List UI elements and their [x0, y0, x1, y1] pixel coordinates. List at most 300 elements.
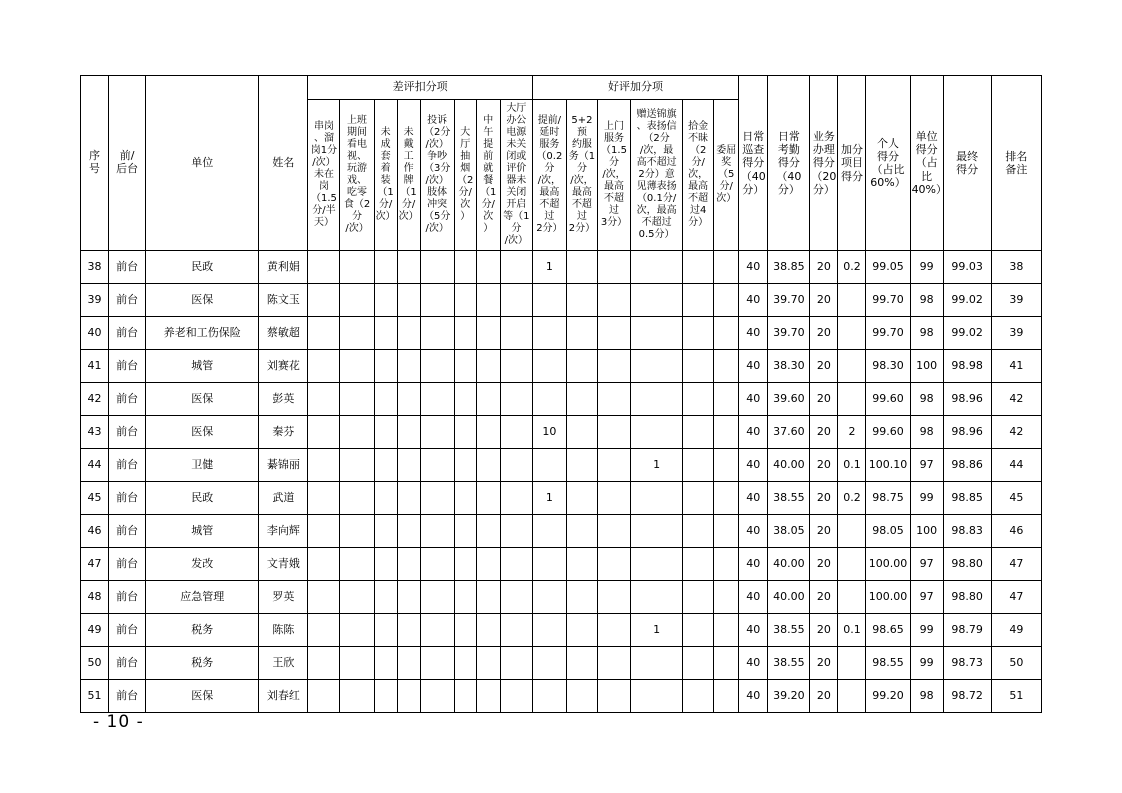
- header-final: 最终 得分: [943, 76, 991, 251]
- personal-score-cell: 98.65: [866, 614, 910, 647]
- business-cell: 20: [810, 449, 838, 482]
- personal-score-cell: 99.70: [866, 284, 910, 317]
- name-cell: 李向辉: [259, 515, 308, 548]
- deduct-cell: [454, 284, 476, 317]
- bonus-cell: [683, 449, 714, 482]
- bonus-cell: [631, 548, 683, 581]
- unit-score-cell: 98: [910, 416, 943, 449]
- bonus-cell: [566, 317, 597, 350]
- bonus-cell: [597, 548, 630, 581]
- table-row: [81, 482, 1042, 515]
- bonus-cell: [597, 647, 630, 680]
- bonus-cell: [683, 284, 714, 317]
- bonus-cell: [631, 383, 683, 416]
- front-back-cell: 前台: [109, 350, 146, 383]
- bonus-cell: [532, 350, 566, 383]
- bonus-cell: [532, 284, 566, 317]
- deduct-cell: [476, 680, 500, 713]
- deduct-cell: [454, 383, 476, 416]
- daily-attendance-cell: 40.00: [768, 548, 810, 581]
- bonus-cell: [631, 581, 683, 614]
- front-back-cell: 前台: [109, 548, 146, 581]
- deduct-cell: [340, 317, 374, 350]
- daily-attendance-cell: 39.60: [768, 383, 810, 416]
- deduct-cell: [500, 416, 532, 449]
- deduct-cell: [374, 647, 397, 680]
- daily-attendance-cell: 37.60: [768, 416, 810, 449]
- bonus-cell: [631, 680, 683, 713]
- final-score-cell: 98.85: [943, 482, 991, 515]
- unit-cell: 城管: [146, 515, 259, 548]
- deduct-cell: [500, 647, 532, 680]
- deduct-cell: [454, 317, 476, 350]
- deduct-cell: [476, 251, 500, 284]
- final-score-cell: 99.03: [943, 251, 991, 284]
- rank-cell: 49: [991, 614, 1041, 647]
- extra-cell: [838, 581, 866, 614]
- bonus-cell: [566, 284, 597, 317]
- header-bonus-item: 赠送锦旗 、表扬信 （2分 /次，最 高不超过 2分）意 见薄表扬 （0.1分/ 次，最高 不超过 0.5分）: [631, 100, 683, 251]
- deduct-cell: [420, 548, 454, 581]
- bonus-cell: [714, 647, 739, 680]
- daily-patrol-cell: 40: [739, 482, 768, 515]
- business-cell: 20: [810, 251, 838, 284]
- bonus-cell: [714, 680, 739, 713]
- header-deduct-item: 投诉 （2分 /次） 争吵 （3分 /次） 肢体 冲突 （5分 /次）: [420, 100, 454, 251]
- daily-attendance-cell: 38.05: [768, 515, 810, 548]
- personal-score-cell: 98.55: [866, 647, 910, 680]
- table-row: [81, 284, 1042, 317]
- deduct-cell: [340, 515, 374, 548]
- unit-score-cell: 98: [910, 383, 943, 416]
- bonus-cell: 1: [532, 482, 566, 515]
- final-score-cell: 98.79: [943, 614, 991, 647]
- unit-cell: 医保: [146, 416, 259, 449]
- extra-cell: [838, 515, 866, 548]
- final-score-cell: 99.02: [943, 284, 991, 317]
- bonus-cell: [714, 548, 739, 581]
- deduct-cell: [397, 383, 420, 416]
- deduct-cell: [500, 515, 532, 548]
- deduct-cell: [397, 284, 420, 317]
- bonus-cell: [532, 317, 566, 350]
- bonus-cell: [714, 383, 739, 416]
- bonus-cell: [597, 416, 630, 449]
- header-bonus-item: 上门 服务 （1.5 分 /次， 最高 不超 过 3分）: [597, 100, 630, 251]
- seq-cell: 44: [81, 449, 109, 482]
- header-deduct-group: 差评扣分项: [308, 76, 532, 100]
- header-daily-patrol: 日常 巡查 得分 （40 分）: [739, 76, 768, 251]
- seq-cell: 38: [81, 251, 109, 284]
- deduct-cell: [454, 416, 476, 449]
- deduct-cell: [500, 548, 532, 581]
- bonus-cell: [631, 416, 683, 449]
- rank-cell: 38: [991, 251, 1041, 284]
- daily-attendance-cell: 40.00: [768, 449, 810, 482]
- deduct-cell: [420, 350, 454, 383]
- deduct-cell: [397, 581, 420, 614]
- personal-score-cell: 100.00: [866, 581, 910, 614]
- daily-patrol-cell: 40: [739, 416, 768, 449]
- final-score-cell: 98.86: [943, 449, 991, 482]
- deduct-cell: [397, 416, 420, 449]
- name-cell: 刘春红: [259, 680, 308, 713]
- bonus-cell: [714, 581, 739, 614]
- bonus-cell: [566, 350, 597, 383]
- deduct-cell: [500, 449, 532, 482]
- name-cell: 蔡敏超: [259, 317, 308, 350]
- name-cell: 陈文玉: [259, 284, 308, 317]
- seq-cell: 47: [81, 548, 109, 581]
- deduct-cell: [340, 251, 374, 284]
- bonus-cell: 10: [532, 416, 566, 449]
- deduct-cell: [500, 251, 532, 284]
- deduct-cell: [420, 284, 454, 317]
- deduct-cell: [308, 449, 340, 482]
- header-seq: 序 号: [81, 76, 109, 251]
- extra-cell: 0.2: [838, 251, 866, 284]
- deduct-cell: [374, 284, 397, 317]
- deduct-cell: [476, 581, 500, 614]
- personal-score-cell: 99.60: [866, 383, 910, 416]
- unit-cell: 发改: [146, 548, 259, 581]
- deduct-cell: [476, 284, 500, 317]
- deduct-cell: [476, 614, 500, 647]
- header-rank: 排名 备注: [991, 76, 1041, 251]
- seq-cell: 51: [81, 680, 109, 713]
- extra-cell: 2: [838, 416, 866, 449]
- deduct-cell: [397, 647, 420, 680]
- deduct-cell: [454, 482, 476, 515]
- bonus-cell: [631, 284, 683, 317]
- extra-cell: [838, 284, 866, 317]
- daily-attendance-cell: 39.20: [768, 680, 810, 713]
- deduct-cell: [397, 317, 420, 350]
- bonus-cell: [597, 614, 630, 647]
- front-back-cell: 前台: [109, 251, 146, 284]
- deduct-cell: [308, 383, 340, 416]
- deduct-cell: [374, 515, 397, 548]
- header-front-back: 前/ 后台: [109, 76, 146, 251]
- unit-cell: 医保: [146, 680, 259, 713]
- deduct-cell: [374, 251, 397, 284]
- deduct-cell: [340, 581, 374, 614]
- unit-cell: 应急管理: [146, 581, 259, 614]
- deduct-cell: [374, 581, 397, 614]
- extra-cell: 0.1: [838, 449, 866, 482]
- bonus-cell: [566, 416, 597, 449]
- deduct-cell: [397, 350, 420, 383]
- personal-score-cell: 99.70: [866, 317, 910, 350]
- table-row: [81, 647, 1042, 680]
- bonus-cell: [683, 317, 714, 350]
- deduct-cell: [374, 449, 397, 482]
- bonus-cell: [597, 449, 630, 482]
- unit-score-cell: 98: [910, 680, 943, 713]
- name-cell: 王欣: [259, 647, 308, 680]
- unit-cell: 医保: [146, 284, 259, 317]
- table-row: [81, 515, 1042, 548]
- deduct-cell: [454, 251, 476, 284]
- daily-patrol-cell: 40: [739, 284, 768, 317]
- rank-cell: 47: [991, 548, 1041, 581]
- seq-cell: 50: [81, 647, 109, 680]
- daily-attendance-cell: 39.70: [768, 317, 810, 350]
- daily-patrol-cell: 40: [739, 614, 768, 647]
- deduct-cell: [454, 548, 476, 581]
- daily-patrol-cell: 40: [739, 383, 768, 416]
- personal-score-cell: 99.20: [866, 680, 910, 713]
- daily-attendance-cell: 38.55: [768, 482, 810, 515]
- bonus-cell: [532, 515, 566, 548]
- front-back-cell: 前台: [109, 449, 146, 482]
- deduct-cell: [397, 680, 420, 713]
- extra-cell: [838, 383, 866, 416]
- deduct-cell: [308, 251, 340, 284]
- name-cell: 彭英: [259, 383, 308, 416]
- deduct-cell: [374, 680, 397, 713]
- daily-patrol-cell: 40: [739, 449, 768, 482]
- bonus-cell: [631, 482, 683, 515]
- page-number: - 10 -: [93, 712, 144, 732]
- bonus-cell: [597, 383, 630, 416]
- rank-cell: 51: [991, 680, 1041, 713]
- bonus-cell: [597, 251, 630, 284]
- table-row: [81, 416, 1042, 449]
- bonus-cell: [532, 647, 566, 680]
- final-score-cell: 98.80: [943, 581, 991, 614]
- bonus-cell: [597, 680, 630, 713]
- bonus-cell: [566, 614, 597, 647]
- bonus-cell: [683, 548, 714, 581]
- business-cell: 20: [810, 548, 838, 581]
- bonus-cell: [566, 548, 597, 581]
- daily-attendance-cell: 39.70: [768, 284, 810, 317]
- rank-cell: 42: [991, 383, 1041, 416]
- business-cell: 20: [810, 284, 838, 317]
- bonus-cell: [532, 383, 566, 416]
- score-table: [80, 75, 1042, 713]
- extra-cell: 0.1: [838, 614, 866, 647]
- header-unit: 单位: [146, 76, 259, 251]
- front-back-cell: 前台: [109, 284, 146, 317]
- deduct-cell: [308, 647, 340, 680]
- bonus-cell: [566, 251, 597, 284]
- personal-score-cell: 98.05: [866, 515, 910, 548]
- rank-cell: 39: [991, 284, 1041, 317]
- unit-cell: 卫健: [146, 449, 259, 482]
- unit-score-cell: 97: [910, 581, 943, 614]
- bonus-cell: [532, 548, 566, 581]
- deduct-cell: [476, 647, 500, 680]
- front-back-cell: 前台: [109, 581, 146, 614]
- seq-cell: 39: [81, 284, 109, 317]
- deduct-cell: [420, 581, 454, 614]
- bonus-cell: [714, 515, 739, 548]
- name-cell: 刘赛花: [259, 350, 308, 383]
- extra-cell: [838, 350, 866, 383]
- daily-patrol-cell: 40: [739, 251, 768, 284]
- deduct-cell: [420, 680, 454, 713]
- header-personal: 个人 得分 （占比 60%）: [866, 76, 910, 251]
- deduct-cell: [500, 383, 532, 416]
- seq-cell: 42: [81, 383, 109, 416]
- deduct-cell: [374, 548, 397, 581]
- deduct-cell: [420, 416, 454, 449]
- bonus-cell: 1: [631, 614, 683, 647]
- header-deduct-item: 串岗 、溜 岗1分 /次） 未在 岗 （1.5 分/半 天）: [308, 100, 340, 251]
- deduct-cell: [340, 416, 374, 449]
- bonus-cell: [714, 284, 739, 317]
- front-back-cell: 前台: [109, 515, 146, 548]
- deduct-cell: [500, 284, 532, 317]
- unit-score-cell: 99: [910, 614, 943, 647]
- unit-score-cell: 99: [910, 251, 943, 284]
- bonus-cell: [532, 680, 566, 713]
- rank-cell: 41: [991, 350, 1041, 383]
- bonus-cell: [597, 350, 630, 383]
- bonus-cell: [714, 251, 739, 284]
- header-name: 姓名: [259, 76, 308, 251]
- extra-cell: [838, 647, 866, 680]
- name-cell: 陈陈: [259, 614, 308, 647]
- bonus-cell: [532, 449, 566, 482]
- business-cell: 20: [810, 515, 838, 548]
- unit-score-cell: 98: [910, 317, 943, 350]
- bonus-cell: [714, 614, 739, 647]
- deduct-cell: [500, 581, 532, 614]
- deduct-cell: [420, 515, 454, 548]
- table-row: [81, 449, 1042, 482]
- deduct-cell: [308, 581, 340, 614]
- deduct-cell: [454, 350, 476, 383]
- bonus-cell: [683, 515, 714, 548]
- deduct-cell: [500, 680, 532, 713]
- front-back-cell: 前台: [109, 317, 146, 350]
- deduct-cell: [374, 383, 397, 416]
- bonus-cell: [714, 317, 739, 350]
- bonus-cell: [683, 383, 714, 416]
- front-back-cell: 前台: [109, 680, 146, 713]
- bonus-cell: [566, 515, 597, 548]
- deduct-cell: [374, 416, 397, 449]
- unit-cell: 民政: [146, 251, 259, 284]
- bonus-cell: [683, 647, 714, 680]
- unit-score-cell: 97: [910, 548, 943, 581]
- table-row: [81, 383, 1042, 416]
- daily-patrol-cell: 40: [739, 548, 768, 581]
- bonus-cell: [532, 614, 566, 647]
- daily-patrol-cell: 40: [739, 680, 768, 713]
- deduct-cell: [476, 383, 500, 416]
- header-deduct-item: 大厅 办公 电源 未关 闭或 评价 器未 关闭 开启 等（1 分 /次）: [500, 100, 532, 251]
- name-cell: 罗英: [259, 581, 308, 614]
- deduct-cell: [454, 449, 476, 482]
- bonus-cell: [714, 482, 739, 515]
- personal-score-cell: 99.05: [866, 251, 910, 284]
- deduct-cell: [476, 449, 500, 482]
- front-back-cell: 前台: [109, 614, 146, 647]
- name-cell: 秦芬: [259, 416, 308, 449]
- deduct-cell: [476, 482, 500, 515]
- unit-score-cell: 100: [910, 515, 943, 548]
- deduct-cell: [340, 647, 374, 680]
- front-back-cell: 前台: [109, 416, 146, 449]
- bonus-cell: [683, 680, 714, 713]
- daily-attendance-cell: 38.30: [768, 350, 810, 383]
- name-cell: 綦锦丽: [259, 449, 308, 482]
- deduct-cell: [397, 251, 420, 284]
- business-cell: 20: [810, 614, 838, 647]
- daily-patrol-cell: 40: [739, 581, 768, 614]
- deduct-cell: [420, 647, 454, 680]
- front-back-cell: 前台: [109, 383, 146, 416]
- deduct-cell: [340, 449, 374, 482]
- header-bonus-item: 委屈 奖 （5 分/ 次）: [714, 100, 739, 251]
- daily-attendance-cell: 38.55: [768, 614, 810, 647]
- deduct-cell: [500, 482, 532, 515]
- business-cell: 20: [810, 482, 838, 515]
- bonus-cell: [597, 515, 630, 548]
- deduct-cell: [500, 317, 532, 350]
- table-row: [81, 251, 1042, 284]
- deduct-cell: [340, 614, 374, 647]
- bonus-cell: [714, 350, 739, 383]
- bonus-cell: [714, 449, 739, 482]
- unit-cell: 民政: [146, 482, 259, 515]
- seq-cell: 43: [81, 416, 109, 449]
- deduct-cell: [454, 647, 476, 680]
- rank-cell: 44: [991, 449, 1041, 482]
- deduct-cell: [454, 680, 476, 713]
- final-score-cell: 98.83: [943, 515, 991, 548]
- header-daily-attendance: 日常 考勤 得分 （40 分）: [768, 76, 810, 251]
- personal-score-cell: 100.10: [866, 449, 910, 482]
- table-row: [81, 614, 1042, 647]
- bonus-cell: [566, 680, 597, 713]
- daily-patrol-cell: 40: [739, 317, 768, 350]
- rank-cell: 50: [991, 647, 1041, 680]
- seq-cell: 48: [81, 581, 109, 614]
- rank-cell: 46: [991, 515, 1041, 548]
- deduct-cell: [340, 680, 374, 713]
- header-deduct-item: 中 午 提 前 就 餐 （1 分/ 次 ）: [476, 100, 500, 251]
- bonus-cell: 1: [532, 251, 566, 284]
- deduct-cell: [420, 614, 454, 647]
- header-extra: 加分 项目 得分: [838, 76, 866, 251]
- extra-cell: [838, 680, 866, 713]
- deduct-cell: [420, 449, 454, 482]
- final-score-cell: 98.73: [943, 647, 991, 680]
- deduct-cell: [340, 548, 374, 581]
- deduct-cell: [374, 317, 397, 350]
- final-score-cell: 98.96: [943, 383, 991, 416]
- header-bonus-item: 5+2预 约服 务（1 分 /次， 最高 不超 过 2分）: [566, 100, 597, 251]
- deduct-cell: [420, 482, 454, 515]
- unit-score-cell: 97: [910, 449, 943, 482]
- bonus-cell: [566, 647, 597, 680]
- deduct-cell: [476, 416, 500, 449]
- table-row: [81, 548, 1042, 581]
- bonus-cell: [683, 416, 714, 449]
- bonus-cell: [532, 581, 566, 614]
- rank-cell: 47: [991, 581, 1041, 614]
- bonus-cell: [566, 482, 597, 515]
- bonus-cell: [683, 614, 714, 647]
- deduct-cell: [397, 449, 420, 482]
- front-back-cell: 前台: [109, 647, 146, 680]
- deduct-cell: [476, 515, 500, 548]
